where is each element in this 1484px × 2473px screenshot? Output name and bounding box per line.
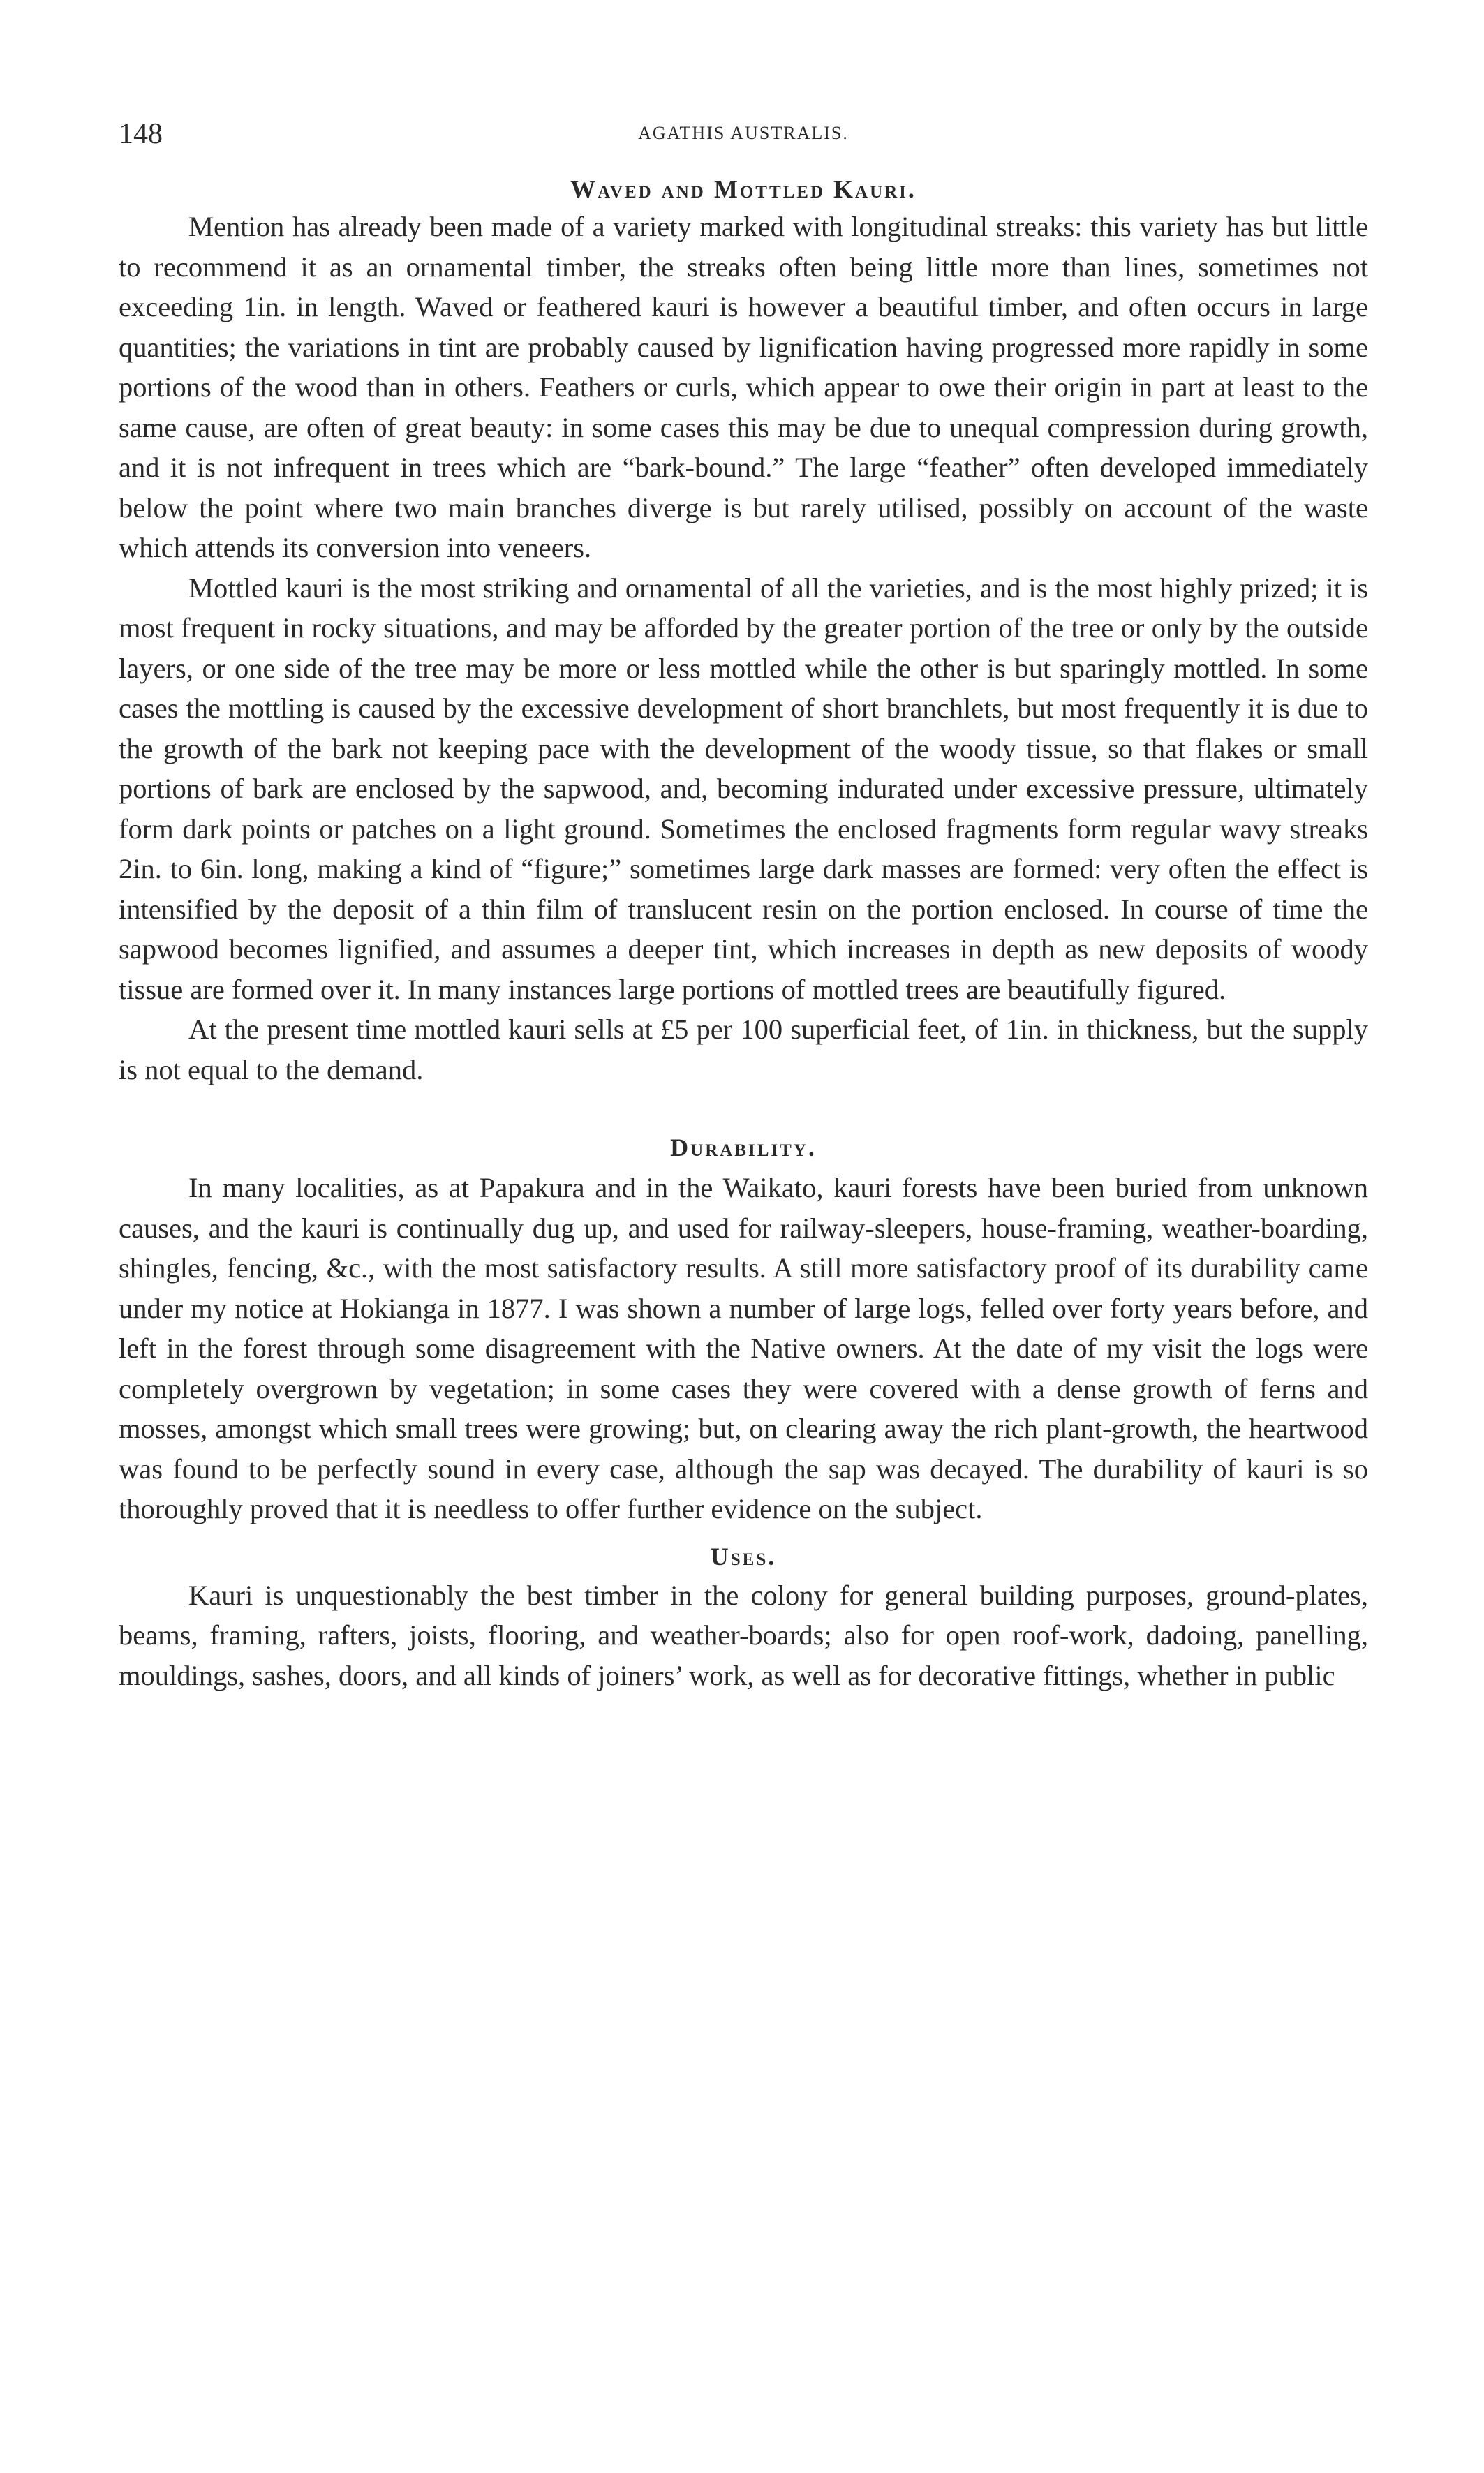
section-heading-durability: Durability. xyxy=(670,1134,817,1161)
paragraph: Mention has already been made of a variety marked with longitudinal streaks: this variety has but little to recommend it as an ornamental timber, the streaks often being little more than lines, sometimes not exceeding 1in. in length. Waved or feathered kauri is however a beautiful timber, and often occurs in large quantities; the variations in tint are probably caused by lignification having progressed more rapidly in some portions of the wood than in others. Feathers or curls, which appear to owe their origin in part at least to the same cause, are often of great beauty: in some cases this may be due to unequal compression during growth, and it is not infrequent in trees which are “bark-bound.” The large “feather” often developed immediately below the point where two main branches diverge is but rarely utilised, possibly on account of the waste which attends its conversion into veneers. xyxy=(119,211,1368,563)
section-heading-waved-mottled-kauri: Waved and Mottled Kauri. xyxy=(570,175,917,203)
book-page xyxy=(119,105,1368,1695)
section-heading-uses: Uses. xyxy=(710,1542,777,1570)
running-title: AGATHIS AUSTRALIS. xyxy=(638,123,849,143)
paragraph: Kauri is unquestionably the best timber in the colony for general building purposes, ground-plates, beams, framing, rafters, joists, flooring, and weather-boards; also for open roof-work, dadoing, panelling, mouldings, sashes, doors, and all kinds of joiners’ work, as well as for decorative fittings, whether in public xyxy=(119,1579,1368,1691)
paragraph: At the present time mottled kauri sells at £5 per 100 superficial feet, of 1in. in thickness, but the supply is not equal to the demand. xyxy=(119,1013,1368,1085)
running-head xyxy=(119,105,1368,161)
page-number: 148 xyxy=(119,118,163,150)
paragraph: In many localities, as at Papakura and in the Waikato, kauri forests have been buried from unknown causes, and the kauri is continually dug up, and used for railway-sleepers, house-framing, weather-boarding, shingles, fencing, &c., with the most satisfactory results. A still more satisfactory proof of its durability came under my notice at Hokianga in 1877. I was shown a number of large logs, felled over forty years before, and left in the forest through some disagreement with the Native owners. At the date of my visit the logs were completely overgrown by vegetation; in some cases they were covered with a dense growth of ferns and mosses, amongst which small trees were growing; but, on clearing away the rich plant-growth, the heartwood was found to be perfectly sound in every case, although the sap was decayed. The durability of kauri is so thoroughly proved that it is needless to offer further evidence on the subject. xyxy=(119,1172,1368,1524)
paragraph: Mottled kauri is the most striking and ornamental of all the varieties, and is the most highly prized; it is most frequent in rocky situations, and may be afforded by the greater portion of the tree or only by the outside layers, or one side of the tree may be more or less mottled while the other is but sparingly mottled. In some cases the mottling is caused by the excessive development of short branchlets, but most frequently it is due to the growth of the bark not keeping pace with the development of the woody tissue, so that flakes or small portions of bark are enclosed by the sapwood, and, becoming indurated under excessive pressure, ultimately form dark points or patches on a light ground. Sometimes the enclosed fragments form regular wavy streaks 2in. to 6in. long, making a kind of “figure;” sometimes large dark masses are formed: very often the effect is intensified by the deposit of a thin film of translucent resin on the portion enclosed. In course of time the sapwood becomes lignified, and assumes a deeper tint, which increases in depth as new deposits of woody tissue are formed over it. In many instances large portions of mottled trees are beautifully figured. xyxy=(119,572,1368,1005)
